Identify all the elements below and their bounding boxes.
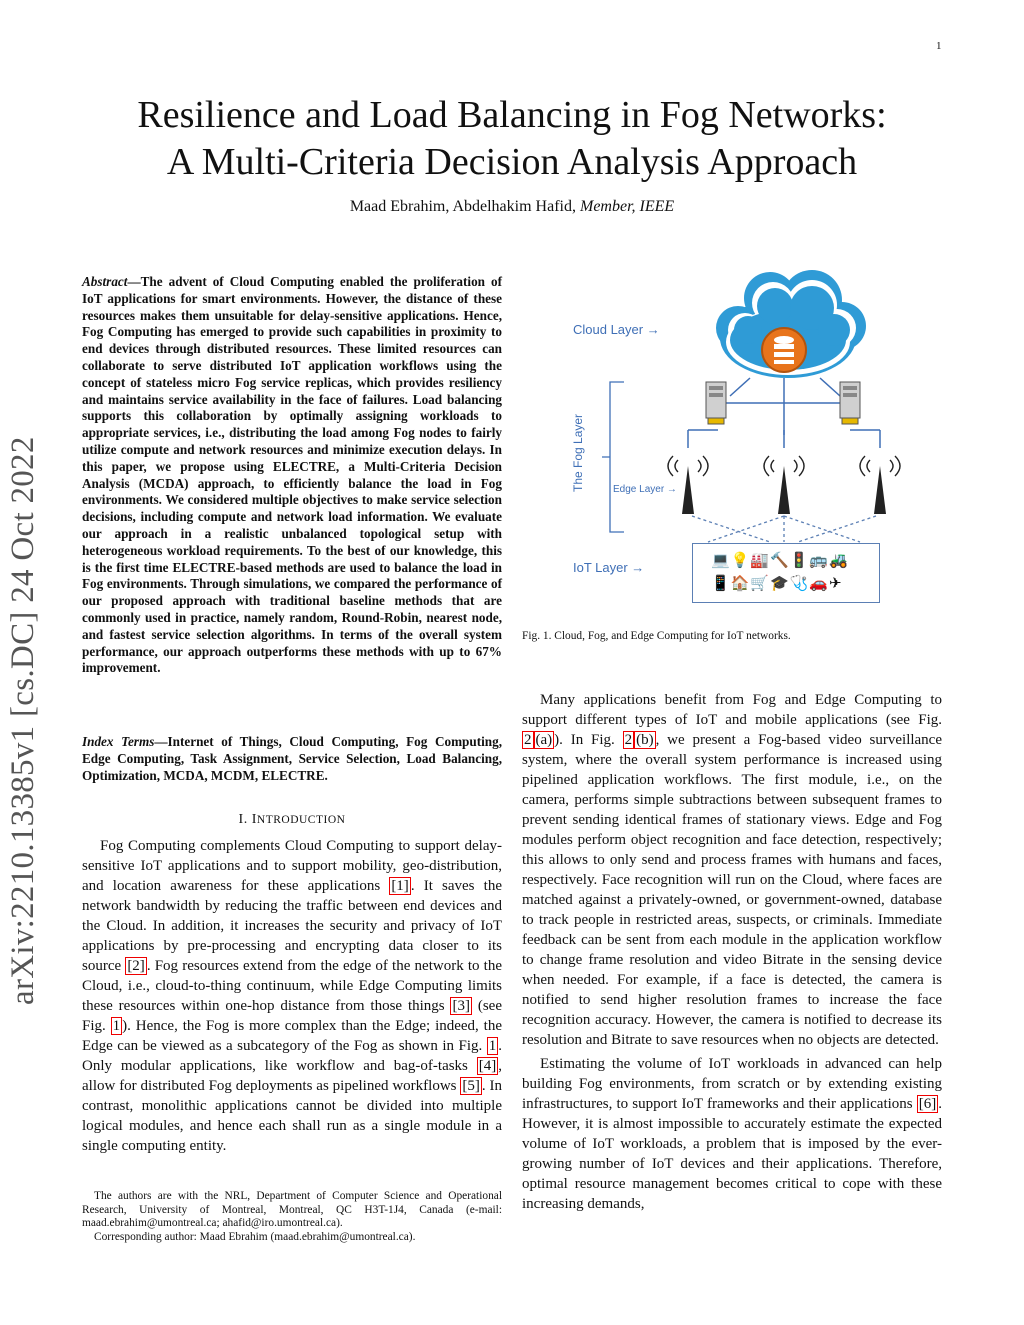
paper-title [0, 92, 1024, 186]
iot-device-icons-row: 📱🏠🛒🎓🩺🚗✈ [711, 576, 843, 592]
intro-text: . In contrast, monolithic applications cannot be divided into multiple logical modules, and hence each shall run as a single module in a single computing entity. [82, 1078, 503, 1154]
abstract-label: Abstract [82, 274, 128, 289]
title-line-2: A Multi-Criteria Decision Analysis Approach [166, 141, 858, 183]
body-text: Many applications benefit from Fog and Edge Computing to support different types of IoT and mobile applications (see Fig. [522, 692, 942, 728]
body-text: ). In Fig. [554, 732, 623, 748]
figure-link[interactable]: 2 [524, 732, 532, 748]
body-text: Estimating the volume of IoT workloads in advanced can help building Fog environments, from scratch or by extending existing infrastructures, to support IoT frameworks and their applications [522, 1056, 942, 1112]
body-text: , we present a Fog-based video surveillance system, where the overall system performance is increased using pipelined application workflows. The first module, i.e., on the camera, performs simple subtractions between subsequent frames to prevent sending identical frames of stationary views. Edge and Fog modules perform object recognition and face detection, respectively; this allows to only send and process frames with humans and faces, respectively. Face recognition will run on the Cloud, where faces are matched against a privately-owned, or government-owned, database to track people in restricted areas, suspects, or criminals. Immediate feedback can be sent from each module in the application workflow to change frame resolution and video Bitrate in the sensing device when needed. For example, if a face is detected, the camera is notified to send higher resolution frames to increase the face recognition accuracy. However, the camera is notified to decrease its resolution and Bitrate to save resources when no objects are detected. [522, 732, 942, 1048]
intro-text: Fog Computing complements Cloud Computing to support delay-sensitive IoT applications and to support mobility, geo-distribution, and location awareness for these applications [82, 838, 502, 894]
citation-link[interactable]: [2] [127, 958, 145, 974]
section-number: I. [238, 812, 248, 827]
citation-link[interactable]: [4] [478, 1058, 497, 1074]
iot-device-icons-row: 💻💡🏭🔨🚦🚌🚜 [711, 553, 849, 569]
edge-links [692, 516, 876, 542]
iot-layer-label: IoT Layer → [573, 560, 645, 575]
fog-server-icon [840, 382, 860, 424]
page-number: 1 [936, 40, 942, 52]
arxiv-identifier[interactable]: arXiv:2210.13385v1 [cs.DC] 24 Oct 2022 [5, 436, 41, 1005]
figure-link[interactable]: 1 [112, 1018, 121, 1034]
index-terms-text: —Internet of Things, Cloud Computing, Fog Computing, Edge Computing, Task Assignment, Service Selection, Load Balancing, Optimization, MCDA, MCDM, ELECTRE. [82, 734, 502, 783]
cloud-layer-label: Cloud Layer → [573, 322, 660, 337]
section-title-initial: I [251, 812, 257, 827]
introduction-text [82, 836, 502, 1156]
paragraph [522, 1054, 942, 1214]
edge-tower-icon [764, 456, 804, 514]
citation-link[interactable]: [6] [918, 1096, 937, 1112]
figure-link[interactable]: 2 [624, 732, 633, 748]
footnote-corresponding: Corresponding author: Maad Ebrahim (maad.ebrahim@umontreal.ca). [94, 1230, 416, 1243]
fog-server-icon [706, 382, 726, 424]
citation-link[interactable]: [1] [391, 878, 409, 894]
intro-text: ). Hence, the Fog is more complex than the Edge; indeed, the Edge can be viewed as a subcategory of the Fog as shown in Fig. [82, 1018, 503, 1054]
edge-layer-label: Edge Layer → [613, 484, 677, 495]
index-terms [82, 734, 502, 784]
paragraph [522, 690, 942, 1050]
footnote [82, 1190, 502, 1244]
section-heading [82, 812, 502, 828]
footnote-affiliation: The authors are with the NRL, Department of Computer Science and Operational Research, University of Montreal, Montreal, QC H3T-1J4, Canada (e-mail: maad.ebrahim@umontreal.ca; ahafid@iro.umontreal.ca). [82, 1190, 502, 1230]
intro-text: . It saves the network bandwidth by reducing the traffic between end devices and the Cloud. In addition, it increases the security and privacy of IoT applications by pre-processing and encrypting data closer to its source [82, 878, 502, 974]
fog-layer-bracket [602, 382, 624, 532]
section-title-rest: NTRODUCTION [256, 814, 346, 826]
body-text: . However, it is almost impossible to accurately estimate the expected volume of IoT workloads, a problem that is imposed by the ever-growing number of IoT devices and their applications. Therefore, optimal resource management becomes critical to cope with these increasing demands, [522, 1096, 942, 1212]
figure-caption: Fig. 1. Cloud, Fog, and Edge Computing for IoT networks. [522, 630, 791, 642]
figure-link[interactable]: 1 [488, 1038, 497, 1054]
intro-text: , allow for distributed Fog deployments as pipelined workflows [82, 1058, 502, 1094]
author-affiliation: Member, IEEE [579, 198, 675, 215]
abstract [82, 274, 502, 677]
author-line [0, 198, 1024, 216]
right-column-text [522, 690, 942, 1218]
fog-layer-label: The Fog Layer [571, 413, 585, 492]
edge-tower-icon [860, 456, 900, 514]
citation-link[interactable]: [5] [462, 1078, 480, 1094]
figure-link[interactable]: (b) [636, 732, 654, 748]
index-terms-label: Index Terms [82, 734, 155, 749]
title-line-1: Resilience and Load Balancing in Fog Networks: [137, 94, 887, 136]
author-names: Maad Ebrahim, Abdelhakim Hafid, [349, 198, 576, 215]
intro-text: (see Fig. [82, 998, 502, 1034]
intro-text: . Fog resources extend from the edge of the network to the Cloud, i.e., cloud-to-thing continuum, while Edge Computing limits these resources within one-hop distance from those things [82, 958, 502, 1014]
citation-link[interactable]: [3] [452, 998, 470, 1014]
intro-text: . Only modular applications, like workflow and bag-of-tasks [82, 1038, 502, 1074]
iot-devices-box [692, 543, 880, 603]
database-icon [762, 328, 806, 372]
abstract-text: —The advent of Cloud Computing enabled the proliferation of IoT applications for smart environments. However, the distance of these resources makes them unsuitable for delay-sensitive applications. Hence, Fog Computing has emerged to provide such capabilities in proximity to end devices through distributed resources. These limited resources can collaborate to serve distributed IoT application workflows using the concept of stateless micro Fog service replicas, which provides resiliency and maintains service availability in the face of failures. Load balancing supports this collaboration by optimally assigning workloads to appropriate services, i.e., distributing the load among Fog nodes to fairly utilize compute and network resources and minimize execution delays. In this paper, we propose using ELECTRE, a Multi-Criteria Decision Analysis (MCDA) approach, to efficiently balance the load in Fog environments. We considered multiple objectives to make service selection decisions, including compute and network load information. We evaluate our approach in a realistic unbalanced topological setup with heterogeneous workload requirements. To the best of our knowledge, this is the first time ELECTRE-based methods are used to balance the load in Fog environments. Through simulations, we compared the performance of our proposed approach with traditional baseline methods that are commonly used in practice, namely random, Round-Robin, nearest node, and fastest service selection algorithms. In terms of the overall system performance, our approach outperforms these methods with up to 67% improvement. [82, 274, 502, 676]
figure-link[interactable]: (a) [535, 732, 553, 748]
